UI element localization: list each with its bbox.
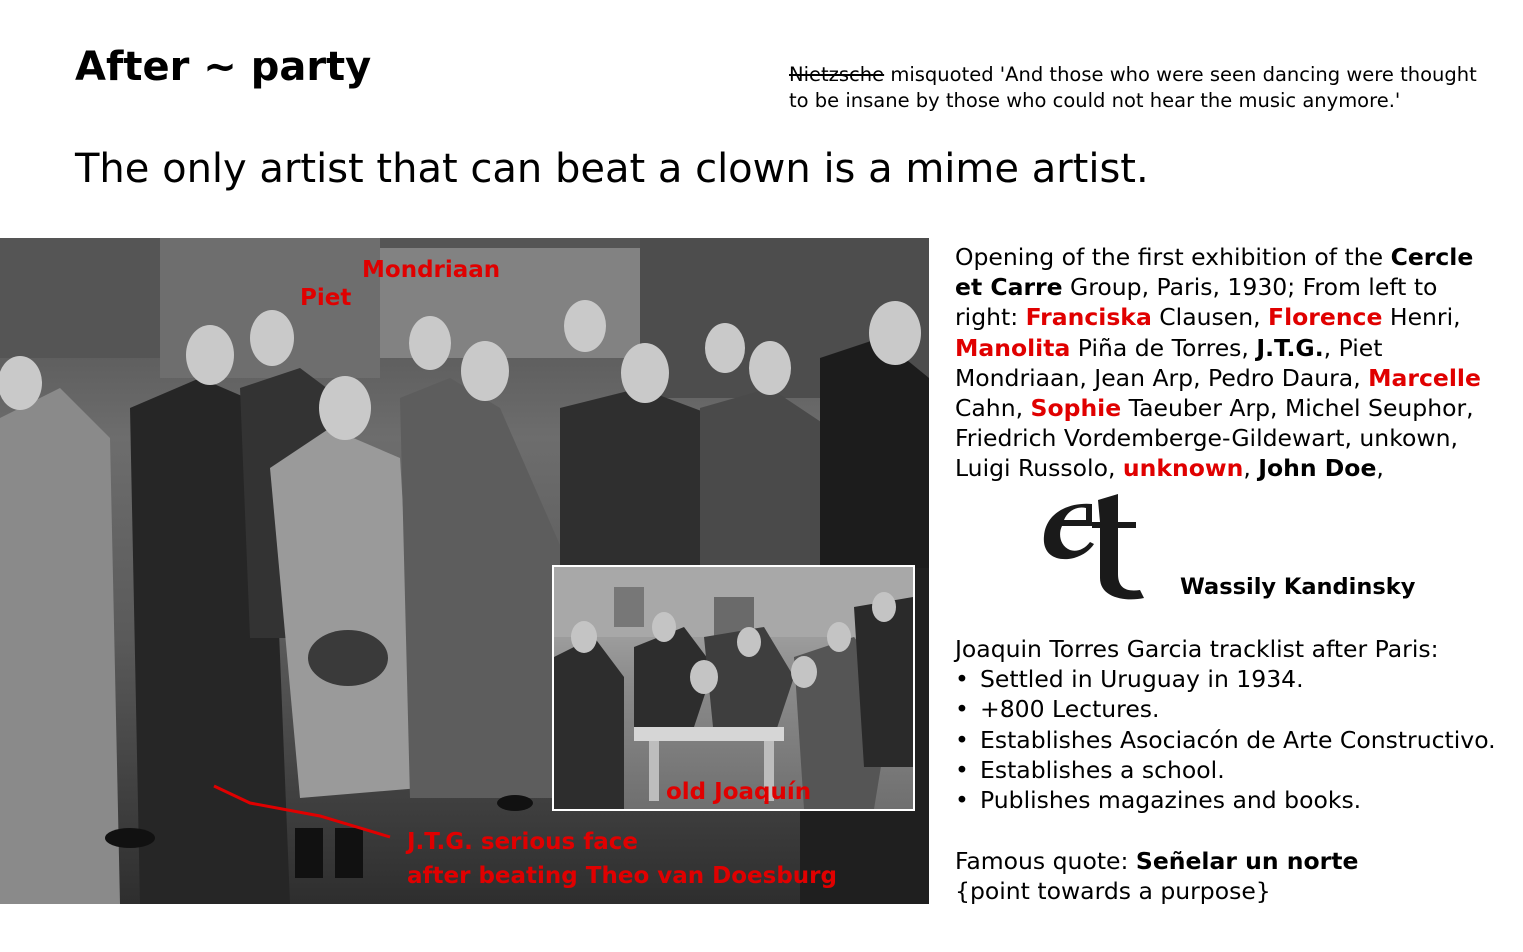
caption-text: Group, Paris, 1930; From left to right: [955, 273, 1438, 332]
kandinsky-caption: Wassily Kandinsky [1180, 574, 1416, 600]
label-old-joaquin: old Joaquín [666, 779, 812, 805]
caption-text: , Piet Mondriaan, Jean Arp, Pedro Daura, [955, 333, 1383, 392]
misquote-line1: misquoted 'And those who were seen dancing were thought [890, 63, 1477, 86]
caption-jtg: J.T.G. [1256, 333, 1324, 362]
tracklist-items [955, 664, 1515, 815]
bullet: • [955, 695, 969, 724]
bullet: • [955, 755, 969, 784]
tracklist-heading: Joaquin Torres Garcia tracklist after Paris: [955, 635, 1439, 663]
misquote-line2: to be insane by those who could not hear the music anymore.' [789, 89, 1401, 112]
headline: The only artist that can beat a clown is a mime artist. [75, 146, 1149, 192]
label-mondriaan: Mondriaan [362, 257, 501, 283]
caption-highlight-name: Franciska [1025, 303, 1152, 332]
photo-caption [955, 242, 1495, 484]
bullet: • [955, 725, 969, 754]
list-item-text: +800 Lectures. [980, 695, 1160, 724]
bullet: • [955, 665, 969, 694]
page-title: After ~ party [75, 44, 372, 90]
caption-highlight-name: Florence [1268, 303, 1383, 332]
inset-photo-figures [554, 567, 913, 809]
misquote-note [789, 62, 1479, 114]
famous-quote [955, 846, 1515, 906]
caption-highlight-name: unknown [1122, 454, 1244, 483]
famous-quote-text: Señelar un norte [1135, 847, 1359, 875]
list-item-text: Establishes a school. [980, 755, 1225, 784]
et-logo [1040, 494, 1152, 600]
caption-text: Piña de Torres, [1070, 333, 1257, 362]
caption-text: Henri, [1382, 303, 1461, 332]
list-item [955, 664, 1515, 694]
list-item [955, 755, 1515, 785]
label-piet: Piet [300, 285, 352, 311]
caption-highlight-name: Sophie [1030, 394, 1122, 423]
struck-name: Nietzsche [789, 63, 885, 86]
caption-highlight-name: Manolita [955, 333, 1071, 362]
list-item-text: Settled in Uruguay in 1934. [980, 665, 1304, 694]
caption-text: Opening of the first exhibition of the [955, 243, 1391, 271]
label-jtg-line1: J.T.G. serious face [407, 829, 638, 855]
caption-text: , [1376, 454, 1384, 483]
list-item [955, 725, 1515, 755]
caption-text: , [1243, 454, 1259, 483]
caption-john-doe: John Doe [1258, 454, 1377, 483]
bullet: • [955, 786, 969, 815]
caption-text: Cahn, [955, 394, 1031, 423]
caption-group-name: Cercle et Carre [955, 243, 1474, 302]
list-item-text: Establishes Asociacón de Arte Constructivo. [980, 725, 1496, 754]
tracklist [955, 634, 1515, 815]
label-jtg [407, 825, 837, 893]
group-photo [0, 238, 929, 904]
list-item [955, 785, 1515, 815]
caption-highlight-name: Marcelle [1368, 363, 1481, 392]
famous-quote-label: Famous quote: [955, 847, 1136, 875]
caption-text: Taeuber Arp, Michel Seuphor, Friedrich Vordemberge-Gildewart, unkown, Luigi Russolo, [955, 394, 1474, 483]
list-item-text: Publishes magazines and books. [980, 786, 1362, 815]
list-item [955, 694, 1515, 724]
caption-text: Clausen, [1151, 303, 1269, 332]
label-jtg-line2: after beating Theo van Doesburg [407, 863, 837, 889]
famous-quote-meaning: {point towards a purpose} [955, 877, 1271, 906]
inset-photo-old-joaquin [552, 565, 915, 811]
